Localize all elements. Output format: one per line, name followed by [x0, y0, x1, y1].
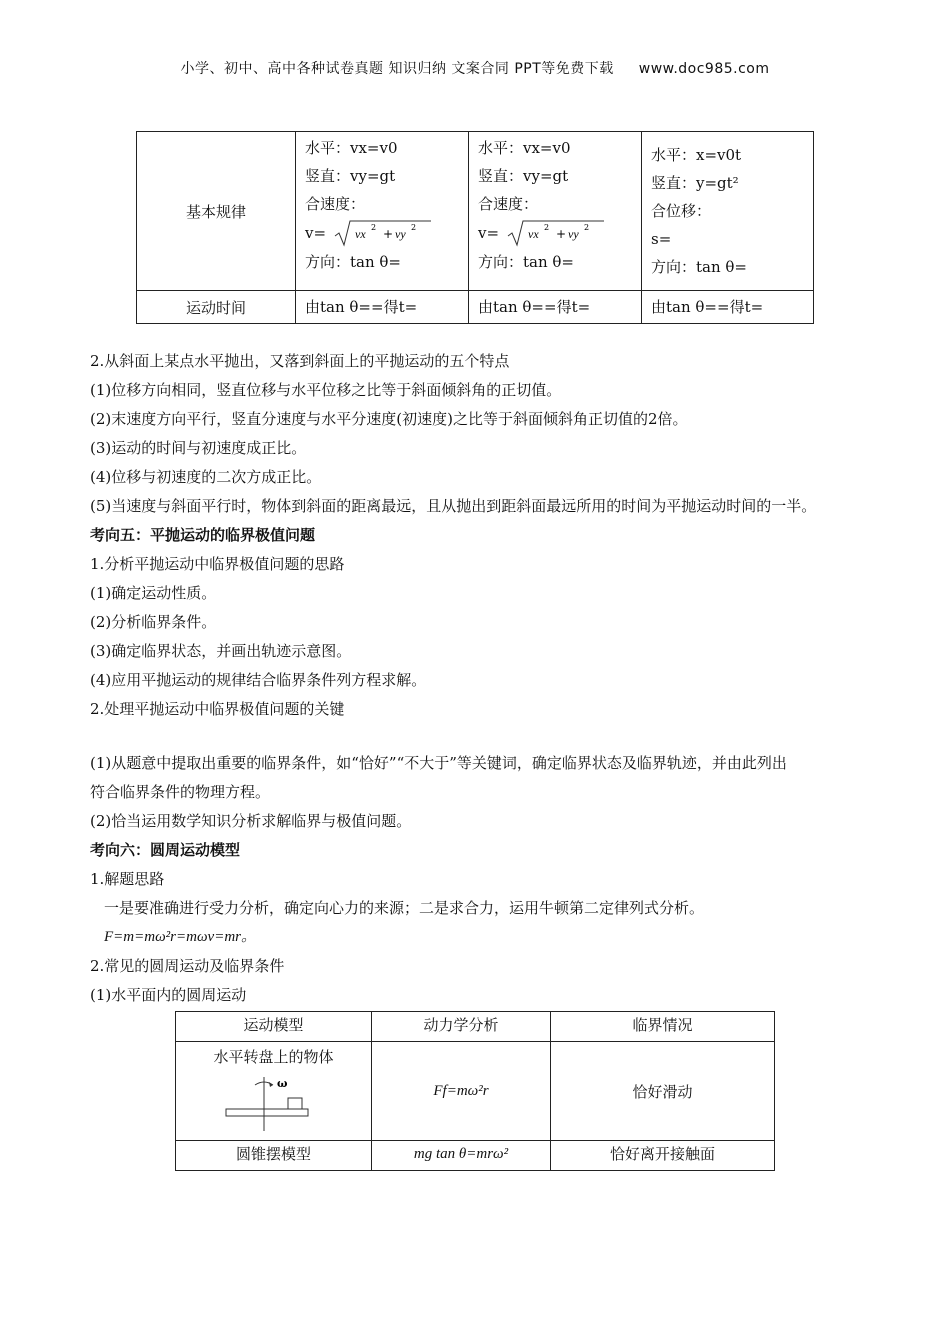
header-text: 小学、初中、高中各种试卷真题 知识归纳 文案合同 PPT等免费下载	[180, 61, 614, 77]
critical-conical: 恰好离开接触面	[551, 1141, 775, 1171]
circular-motion-table	[175, 1011, 775, 1171]
header-model: 运动模型	[176, 1012, 372, 1042]
dynamics-conical: mg tan θ=mrω²	[372, 1141, 551, 1171]
header-url[interactable]: www.doc985.com	[638, 61, 770, 77]
section-heading: 考向五：平抛运动的临界极值问题	[90, 526, 316, 544]
col3-displacement-label: 合位移：	[651, 202, 712, 220]
svg-text:+: +	[555, 227, 566, 241]
critical-turntable: 恰好滑动	[551, 1042, 775, 1141]
header-dynamics: 动力学分析	[372, 1012, 551, 1042]
text-line: 一是要准确进行受力分析，确定向心力的来源；二是求合力，运用牛顿第二定律列式分析。	[104, 899, 705, 917]
svg-text:+: +	[382, 227, 393, 241]
sqrt-sup-a: 2	[370, 223, 376, 232]
text-line: (5)当速度与斜面平行时，物体到斜面的距离最远，且从抛出到距斜面最远所用的时间为平抛运动时间的一半。	[90, 497, 817, 515]
model-turntable	[176, 1042, 372, 1141]
col3-vertical: 竖直：y=gt²	[651, 174, 739, 192]
col2-velocity	[478, 218, 632, 248]
text-line: (4)应用平抛运动的规律结合临界条件列方程求解。	[90, 671, 427, 689]
sqrt-b: vy	[394, 227, 406, 241]
col3-s: s=	[651, 230, 672, 248]
displacement-cell	[642, 132, 814, 291]
text-line: (2)末速度方向平行，竖直分速度与水平分速度(初速度)之比等于斜面倾斜角正切值的2倍。	[90, 410, 688, 428]
text-line: (3)运动的时间与初速度成正比。	[90, 439, 307, 457]
col3-horizontal: 水平：x=v0t	[651, 146, 742, 164]
dynamics-turntable: Ff=mω²r	[372, 1042, 551, 1141]
col1-velocity	[305, 218, 459, 248]
col2-horizontal: 水平：vx=v0	[478, 139, 571, 157]
col2-vertical: 竖直：vy=gt	[478, 167, 569, 185]
text-line: (2)分析临界条件。	[90, 613, 217, 631]
time-text-3: 由tan θ==得t=	[651, 298, 764, 316]
text-line: (1)位移方向相同，竖直位移与水平位移之比等于斜面倾斜角的正切值。	[90, 381, 562, 399]
time-text-2: 由tan θ==得t=	[478, 298, 591, 316]
sqrt-a: vx	[527, 227, 539, 241]
omega-label: ω	[276, 1077, 287, 1090]
projectile-table	[136, 131, 814, 324]
sqrt-sup-a: 2	[543, 223, 549, 232]
text-line: 2.处理平抛运动中临界极值问题的关键	[90, 700, 345, 718]
sqrt-icon	[333, 218, 433, 248]
time-text-1: 由tan θ==得t=	[305, 298, 418, 316]
header-critical: 临界情况	[551, 1012, 775, 1042]
row-label-rules: 基本规律	[137, 132, 296, 291]
sqrt-sup-b: 2	[583, 223, 589, 232]
text-line: 2.从斜面上某点水平抛出，又落到斜面上的平抛运动的五个特点	[90, 352, 510, 370]
text-line: (1)水平面内的圆周运动	[90, 986, 247, 1004]
text-line: 1.分析平抛运动中临界极值问题的思路	[90, 555, 345, 573]
col1-velocity-label: 合速度：	[305, 195, 366, 213]
col3-direction: 方向：tan θ=	[651, 258, 747, 276]
col2-v: v=	[478, 224, 500, 242]
page-header	[0, 58, 950, 78]
text-line: (3)确定临界状态，并画出轨迹示意图。	[90, 642, 352, 660]
col2-velocity-label: 合速度：	[478, 195, 539, 213]
section-key	[90, 749, 890, 1010]
formula-line: F=m=mω²r=mωv=mr。	[104, 929, 256, 945]
time-cell-1	[296, 291, 469, 324]
section-heading: 考向六：圆周运动模型	[90, 841, 241, 859]
text-line: 1.解题思路	[90, 870, 165, 888]
text-line: 符合临界条件的物理方程。	[90, 783, 271, 801]
col2-direction: 方向：tan θ=	[478, 253, 574, 271]
text-line: (4)位移与初速度的二次方成正比。	[90, 468, 322, 486]
turntable-diagram-icon	[224, 1073, 324, 1133]
col1-direction: 方向：tan θ=	[305, 253, 401, 271]
model-conical: 圆锥摆模型	[176, 1141, 372, 1171]
horizontal-throw-cell-2	[469, 132, 642, 291]
sqrt-b: vy	[567, 227, 579, 241]
sqrt-a: vx	[354, 227, 366, 241]
row-label-time: 运动时间	[137, 291, 296, 324]
time-cell-3	[642, 291, 814, 324]
model-turntable-label: 水平转盘上的物体	[213, 1048, 334, 1066]
sqrt-icon	[506, 218, 606, 248]
text-line: 2.常见的圆周运动及临界条件	[90, 957, 285, 975]
col1-horizontal: 水平：vx=v0	[305, 139, 398, 157]
section-slope	[90, 347, 890, 724]
horizontal-throw-cell	[296, 132, 469, 291]
sqrt-sup-b: 2	[410, 223, 416, 232]
text-line: (1)确定运动性质。	[90, 584, 217, 602]
col1-v: v=	[305, 224, 327, 242]
text-line: (2)恰当运用数学知识分析求解临界与极值问题。	[90, 812, 412, 830]
text-line: (1)从题意中提取出重要的临界条件，如“恰好”“不大于”等关键词，确定临界状态及临界轨迹，并由此列出	[90, 754, 787, 772]
time-cell-2	[469, 291, 642, 324]
col1-vertical: 竖直：vy=gt	[305, 167, 396, 185]
